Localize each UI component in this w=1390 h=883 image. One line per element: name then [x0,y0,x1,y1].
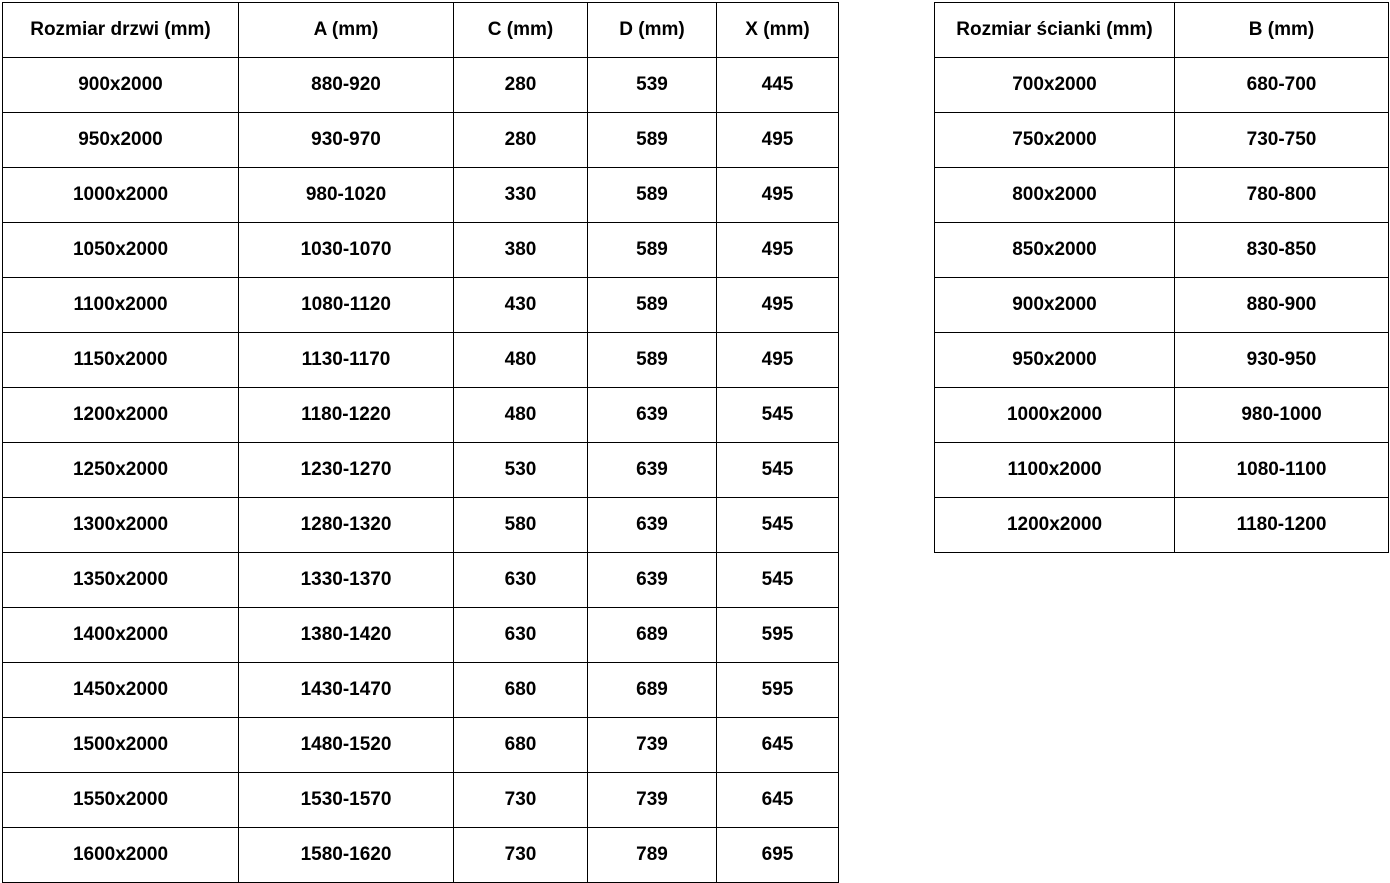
table-row [935,498,1389,553]
table-header-row [935,3,1389,58]
cell-a: 1530-1570 [239,773,454,828]
cell-d: 789 [588,828,717,883]
cell-x: 495 [717,333,839,388]
cell-a: 1280-1320 [239,498,454,553]
cell-b: 1180-1200 [1175,498,1389,553]
cell-x: 545 [717,443,839,498]
cell-c: 430 [454,278,588,333]
cell-a: 1580-1620 [239,828,454,883]
table-row [935,168,1389,223]
column-header-c: C (mm) [454,3,588,58]
cell-door-size: 1400x2000 [3,608,239,663]
table-row [3,58,839,113]
cell-door-size: 1000x2000 [3,168,239,223]
cell-a: 1330-1370 [239,553,454,608]
cell-c: 630 [454,553,588,608]
cell-wall-size: 850x2000 [935,223,1175,278]
cell-c: 680 [454,663,588,718]
table-row [3,718,839,773]
cell-d: 589 [588,223,717,278]
cell-x: 495 [717,223,839,278]
cell-x: 645 [717,773,839,828]
column-header-wall-size: Rozmiar ścianki (mm) [935,3,1175,58]
cell-door-size: 1250x2000 [3,443,239,498]
cell-x: 445 [717,58,839,113]
cell-d: 589 [588,168,717,223]
cell-x: 595 [717,663,839,718]
cell-x: 695 [717,828,839,883]
wall-dimensions-table [934,2,1389,553]
table-row [935,278,1389,333]
cell-c: 530 [454,443,588,498]
cell-door-size: 900x2000 [3,58,239,113]
table-row [3,168,839,223]
cell-door-size: 1600x2000 [3,828,239,883]
table-row [3,498,839,553]
table-row [935,443,1389,498]
cell-d: 689 [588,608,717,663]
cell-wall-size: 700x2000 [935,58,1175,113]
cell-d: 639 [588,443,717,498]
table-row [935,113,1389,168]
cell-a: 1180-1220 [239,388,454,443]
cell-wall-size: 950x2000 [935,333,1175,388]
table-row [3,773,839,828]
cell-d: 589 [588,113,717,168]
cell-door-size: 1300x2000 [3,498,239,553]
cell-door-size: 1550x2000 [3,773,239,828]
cell-b: 680-700 [1175,58,1389,113]
cell-a: 1430-1470 [239,663,454,718]
cell-d: 589 [588,278,717,333]
cell-c: 330 [454,168,588,223]
table-row [3,223,839,278]
cell-a: 1380-1420 [239,608,454,663]
column-header-b: B (mm) [1175,3,1389,58]
cell-x: 595 [717,608,839,663]
cell-c: 380 [454,223,588,278]
column-header-x: X (mm) [717,3,839,58]
cell-c: 280 [454,113,588,168]
column-header-a: A (mm) [239,3,454,58]
cell-d: 539 [588,58,717,113]
table-row [935,223,1389,278]
cell-c: 730 [454,828,588,883]
cell-door-size: 1450x2000 [3,663,239,718]
cell-wall-size: 900x2000 [935,278,1175,333]
door-dimensions-table [2,2,839,883]
column-header-d: D (mm) [588,3,717,58]
cell-c: 580 [454,498,588,553]
cell-b: 980-1000 [1175,388,1389,443]
table-row [3,113,839,168]
cell-c: 730 [454,773,588,828]
table-row [935,58,1389,113]
cell-c: 280 [454,58,588,113]
cell-x: 495 [717,113,839,168]
cell-b: 780-800 [1175,168,1389,223]
cell-b: 1080-1100 [1175,443,1389,498]
cell-d: 739 [588,718,717,773]
cell-x: 545 [717,553,839,608]
cell-a: 1080-1120 [239,278,454,333]
cell-a: 1130-1170 [239,333,454,388]
cell-d: 689 [588,663,717,718]
cell-wall-size: 1200x2000 [935,498,1175,553]
cell-b: 930-950 [1175,333,1389,388]
cell-door-size: 1150x2000 [3,333,239,388]
cell-d: 739 [588,773,717,828]
cell-c: 480 [454,333,588,388]
cell-d: 639 [588,553,717,608]
table-row [3,553,839,608]
cell-c: 680 [454,718,588,773]
cell-door-size: 1200x2000 [3,388,239,443]
cell-b: 830-850 [1175,223,1389,278]
table-row [3,278,839,333]
cell-door-size: 1100x2000 [3,278,239,333]
cell-door-size: 1350x2000 [3,553,239,608]
cell-door-size: 950x2000 [3,113,239,168]
cell-d: 639 [588,498,717,553]
table-row [3,443,839,498]
cell-a: 1480-1520 [239,718,454,773]
table-row [3,388,839,443]
cell-a: 880-920 [239,58,454,113]
cell-x: 495 [717,168,839,223]
cell-d: 639 [588,388,717,443]
cell-door-size: 1050x2000 [3,223,239,278]
cell-x: 645 [717,718,839,773]
table-row [3,333,839,388]
cell-wall-size: 750x2000 [935,113,1175,168]
cell-x: 545 [717,388,839,443]
cell-a: 930-970 [239,113,454,168]
cell-x: 545 [717,498,839,553]
cell-wall-size: 1100x2000 [935,443,1175,498]
table-row [3,828,839,883]
table-row [935,333,1389,388]
cell-b: 730-750 [1175,113,1389,168]
cell-a: 1030-1070 [239,223,454,278]
cell-a: 1230-1270 [239,443,454,498]
table-header-row [3,3,839,58]
cell-wall-size: 800x2000 [935,168,1175,223]
table-row [3,608,839,663]
cell-c: 480 [454,388,588,443]
cell-door-size: 1500x2000 [3,718,239,773]
cell-wall-size: 1000x2000 [935,388,1175,443]
cell-b: 880-900 [1175,278,1389,333]
cell-x: 495 [717,278,839,333]
table-row [3,663,839,718]
table-row [935,388,1389,443]
cell-a: 980-1020 [239,168,454,223]
cell-c: 630 [454,608,588,663]
column-header-door-size: Rozmiar drzwi (mm) [3,3,239,58]
cell-d: 589 [588,333,717,388]
